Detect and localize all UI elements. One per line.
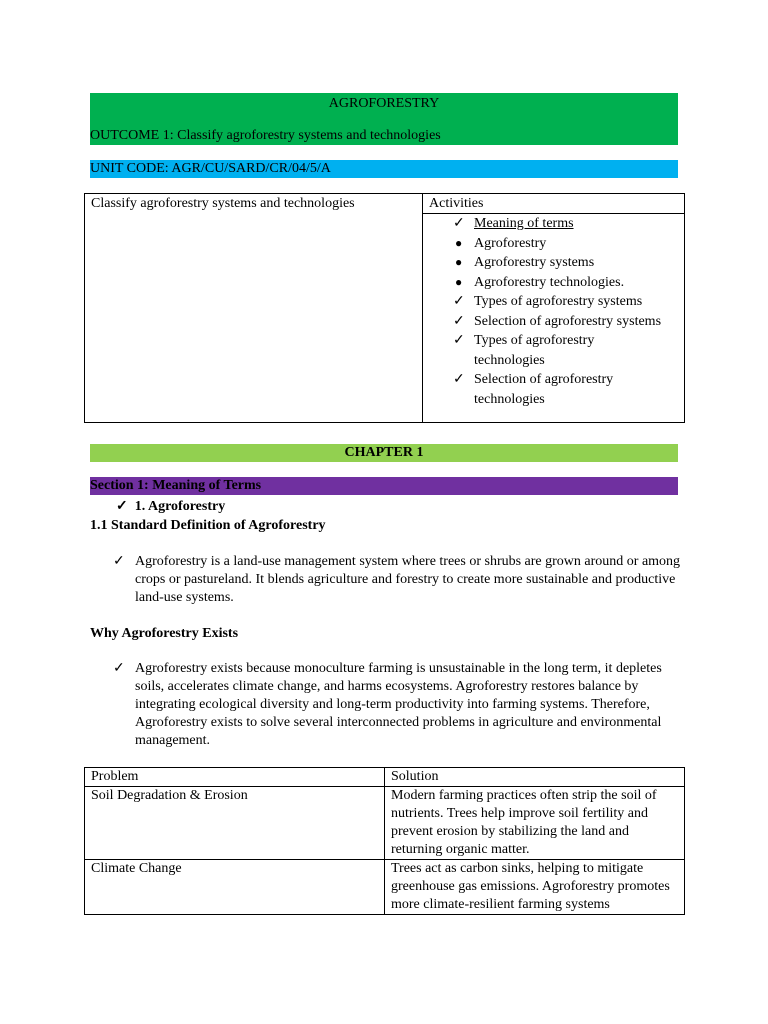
subsection-item	[116, 498, 225, 516]
section-heading: Section 1: Meaning of Terms	[90, 478, 262, 493]
activity-item: ✓ Types of agroforestry technologies	[453, 333, 595, 368]
table-row	[85, 787, 685, 860]
checkmark-icon: ✓	[453, 294, 465, 309]
subsection-label: 1. Agroforestry	[134, 499, 226, 514]
activity-item: ✓ Meaning of terms	[429, 214, 678, 234]
why-heading: Why Agroforestry Exists	[90, 626, 239, 641]
activity-item: ✓ Types of agroforestry systems	[429, 292, 678, 312]
activity-item: ✓ Selection of agroforestry technologies	[453, 372, 614, 407]
activity-item: ● Agroforestry systems	[429, 253, 678, 273]
problem-cell: Climate Change	[85, 860, 385, 915]
problem-cell: Soil Degradation & Erosion	[85, 787, 385, 860]
overview-table	[84, 193, 685, 423]
activity-item: ● Agroforestry	[429, 234, 678, 254]
overview-left-text: Classify agroforestry systems and technologies	[91, 196, 355, 211]
definition-heading: 1.1 Standard Definition of Agroforestry	[90, 518, 326, 533]
unit-code-band	[90, 160, 678, 178]
table-row	[85, 860, 685, 915]
chapter-band	[90, 444, 678, 462]
title-band	[90, 93, 678, 145]
why-paragraph: Agroforestry exists because monoculture farming is unsustainable in the long term, it depletes soils, accelerates climate change, and harms ecosystems. Agroforestry restores balance by integrating ecological diversity and long-term productivity into farming systems. Therefore, Agroforestry exists to solve several interconnected problems in agriculture and environmental management.	[135, 661, 662, 748]
overview-left-cell	[85, 194, 423, 423]
bullet-icon: ●	[455, 255, 463, 269]
column-header-problem: Problem	[85, 768, 385, 787]
activity-item: ● Agroforestry technologies.	[429, 273, 678, 293]
activities-heading: Activities	[423, 194, 684, 214]
chapter-heading: CHAPTER 1	[344, 445, 424, 460]
solution-cell: Trees act as carbon sinks, helping to mitigate greenhouse gas emissions. Agroforestry promotes more climate-resilient farming systems	[385, 860, 685, 915]
checkmark-icon: ✓	[453, 372, 465, 387]
outcome-statement: OUTCOME 1: Classify agroforestry systems and technologies	[90, 128, 441, 143]
bullet-icon: ●	[455, 274, 463, 289]
document-title: AGROFORESTRY	[328, 96, 440, 111]
problem-solution-table	[84, 767, 685, 915]
checkmark-icon: ✓	[113, 661, 125, 676]
checkmark-icon: ✓	[453, 313, 465, 329]
definition-paragraph: Agroforestry is a land-use management system where trees or shrubs are grown around or among crops or pastureland. It blends agriculture and forestry to create more sustainable and productive land-use systems.	[135, 554, 681, 605]
table-header-row	[85, 768, 685, 787]
bullet-icon: ●	[455, 235, 463, 250]
checkmark-icon: ✓	[453, 333, 465, 348]
unit-code: UNIT CODE: AGR/CU/SARD/CR/04/5/A	[90, 161, 331, 176]
activities-list	[429, 214, 678, 409]
checkmark-icon: ✓	[453, 216, 465, 231]
activities-cell	[423, 194, 685, 423]
activity-item: ✓ Selection of agroforestry systems	[429, 312, 678, 332]
column-header-solution: Solution	[385, 768, 685, 787]
checkmark-icon: ✓	[116, 499, 128, 514]
checkmark-icon: ✓	[113, 554, 125, 569]
solution-cell: Modern farming practices often strip the soil of nutrients. Trees help improve soil fertility and prevent erosion by stabilizing the land and returning organic matter.	[385, 787, 685, 860]
section-band	[90, 477, 678, 495]
